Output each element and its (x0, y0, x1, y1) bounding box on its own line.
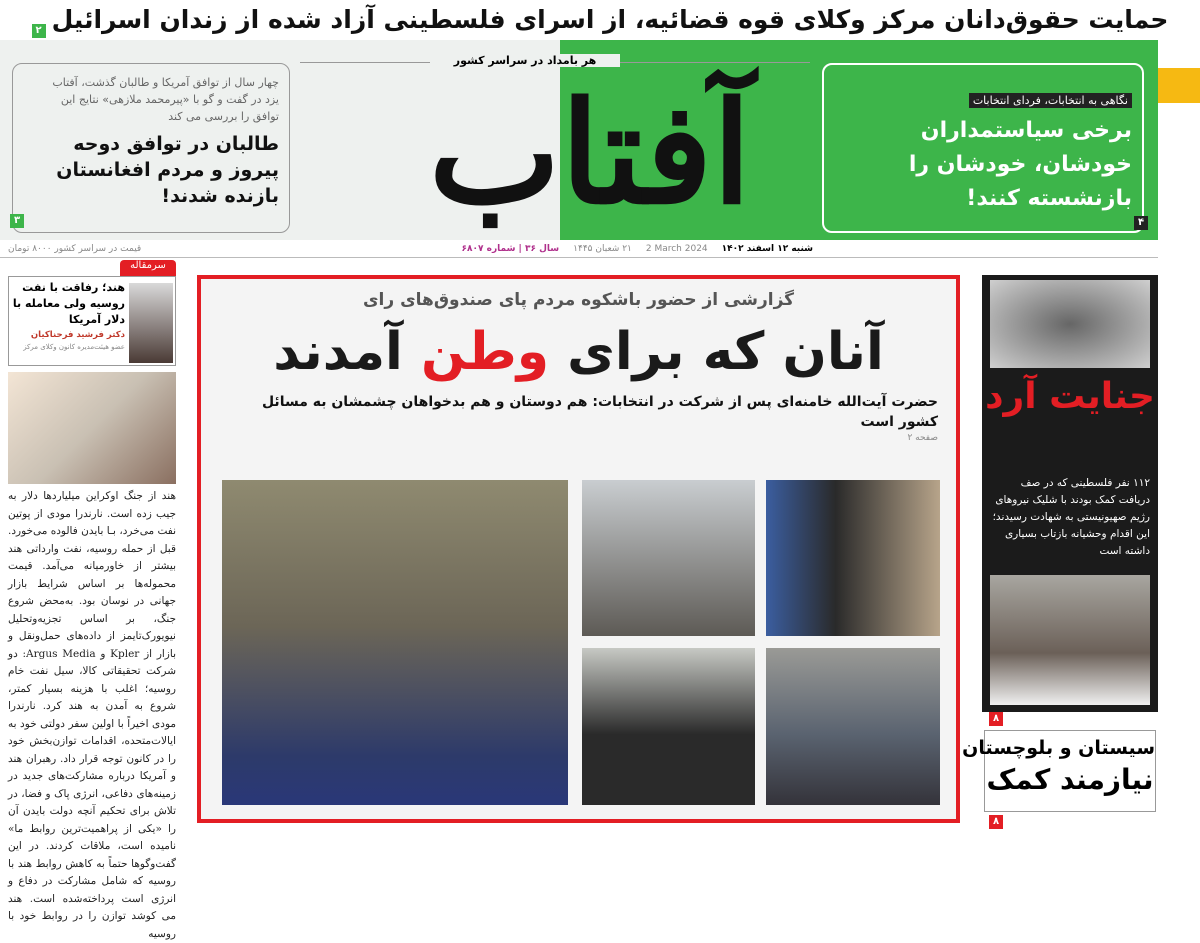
yellow-tab (1158, 68, 1200, 103)
men-queue-photo (766, 648, 940, 805)
page-badge: ۸ (989, 815, 1003, 829)
main-story-text (205, 288, 952, 445)
voters-photo (582, 480, 755, 636)
voters-queue-photo (766, 480, 940, 636)
right-teaser-box[interactable] (822, 63, 1144, 233)
top-headline-text: حمایت حقوق‌دانان مرکز وکلای قوه قضائیه، از اسرای فلسطینی آزاد شده از زندان اسرائیل (51, 5, 1169, 34)
top-headline[interactable] (0, 0, 1200, 40)
left-teaser-box[interactable] (12, 63, 290, 233)
main-kicker: گزارشی از حضور باشکوه مردم پای صندوق‌های رای (362, 290, 795, 310)
editorial-box[interactable] (8, 276, 176, 366)
teaser-headline: برخی سیاستمداران خودشان، خودشان را بازنشسته کنند! (908, 118, 1132, 211)
right-headline: جنایت آرد (985, 376, 1155, 417)
newspaper-logo: آفتاب (428, 72, 752, 236)
author-photo (129, 283, 173, 363)
teaser-kicker: نگاهی به انتخابات، فردای انتخابات (969, 93, 1132, 108)
sistan-line2: نیازمند کمک (986, 763, 1154, 796)
sistan-box[interactable] (962, 730, 1156, 812)
editorial-label: سرمقاله (120, 260, 176, 276)
page-ref[interactable]: صفحه ۲ (907, 433, 938, 443)
page-badge: ۲ (32, 24, 46, 38)
gaza-photo (990, 575, 1150, 705)
editorial-author: دکتر فرشید فرحناکیان (30, 330, 125, 340)
teaser-headline: طالبان در توافق دوحه پیروز و مردم افغانستان بازنده شدند! (56, 133, 279, 207)
women-voters-photo (582, 648, 755, 805)
issue-number: سال ۳۶ | شماره ۶۸۰۷ (461, 244, 560, 254)
editorial-headline: هند؛ رفاقت با نفت روسیه ولی معامله با دلار آمریکا (12, 281, 125, 326)
page-badge: ۳ (10, 214, 24, 228)
slogan: هر بامداد در سراسر کشور (430, 54, 620, 67)
sistan-line1: سیستان و بلوچستان (962, 737, 1155, 759)
hijri-date: ۲۱ شعبان ۱۴۴۵ (573, 244, 632, 254)
price: قیمت در سراسر کشور ۸۰۰۰ تومان (8, 244, 142, 254)
main-headline: آنان که برای وطن آمدند (273, 322, 884, 382)
dateline (0, 242, 1158, 258)
right-story-box[interactable] (982, 275, 1158, 712)
right-body: ۱۱۲ نفر فلسطینی که در صف دریافت کمک بودند با شلیک نیروهای رژیم صهیونیستی به شهادت رسیدند؛ این اقدام وحشیانه بازتاب بسیاری داشته است (992, 477, 1150, 557)
teaser-intro: چهار سال از توافق آمریکا و طالبان گذشت، آفتاب یزد در گفت و گو با «پیرمحمد ملازهی» نتایج این توافق را بررسی می کند (52, 76, 279, 123)
leader-voting-photo (222, 480, 568, 805)
editorial-illustration (8, 372, 176, 484)
page-badge: ۴ (1134, 216, 1148, 230)
editorial-body: هند از جنگ اوکراین میلیاردها دلار به جیب زده است. نارندرا مودی از پوتین نفت می‌خرد، بـا بایدن فالوده می‌خورد. قبل از حمله روسیه، نفت وارداتی هند بیشتر از خاورمیانه می‌آمد. قیمت محموله‌ها بر اساس شرایط بازار جهانی در نوسان بود. به‌محض شروع جنگ، بر اساس تجزیه‌وتحلیل نیویورک‌تایمز از داده‌های حمل‌ونقل و بازار از Kpler و Argus Media: دو شرکت تحقیقاتی کالا، سیل نفت خام روسیه؛ اغلب با هزینه بسیار کمتر، شروع به آمدن به هند کرد. نارندرا مودی اخیراً با اولین سفر دولتی خود به ایالات‌متحده، اقدامات توازن‌بخش خود را در کانون توجه قرار داد. رهبران هند و آمریکا درباره مشارکت‌های جدید در زمینه‌های دفاعی، انرژی پاک و فضا، در تلاش برای تحکیم آنچه دولت بایدن آن را «یکی از پراهمیت‌ترین روابط ما» نامیده است، ملاقات کردند. در این گفت‌وگوها حتماً به کاهش روابط هند با روسیه که شامل مشارکت در دفاع و انرژی است پرداخته‌شده است. هند می کوشد توازن را در روابط خود با روسیه (8, 490, 176, 940)
persian-date: شنبه ۱۲ اسفند ۱۴۰۲ (721, 244, 813, 254)
main-lead: حضرت آیت‌الله خامنه‌ای پس از شرکت در انتخابات: هم دوستان و هم بدخواهان چشمشان به مسائل کشور است (261, 394, 938, 430)
page-badge: ۸ (989, 712, 1003, 726)
aerial-photo (990, 280, 1150, 368)
author-title: عضو هیئت‌مدیره کانون وکلای مرکز (23, 343, 125, 351)
gregorian-date: 2 March 2024 (645, 244, 708, 254)
